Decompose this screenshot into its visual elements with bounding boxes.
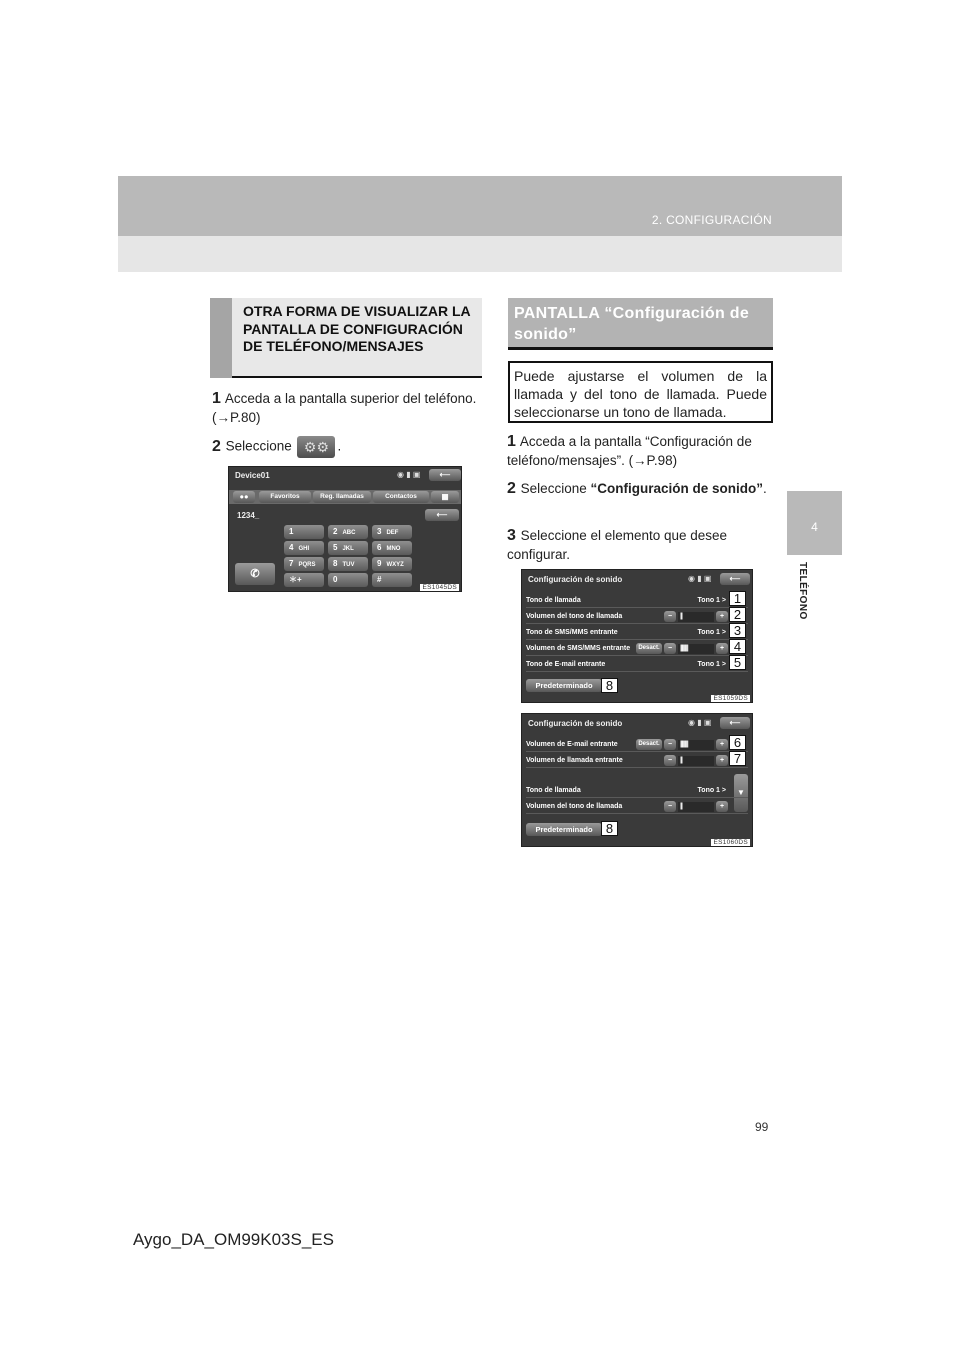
figure-code: ES1059DS	[713, 695, 748, 702]
step-text: Acceda a la pantalla superior del teléfono. (→P.80)	[212, 391, 477, 425]
left-step-2: 2 Seleccione ⚙⚙ .	[212, 436, 482, 458]
header-band	[118, 176, 842, 236]
volume-level: ||	[678, 756, 714, 766]
keypad-key[interactable]: 3 DEF	[372, 525, 412, 539]
scroll-down-button[interactable]: ▼	[734, 774, 748, 812]
settings-row-value: Tono 1 >	[697, 661, 726, 668]
keypad-key[interactable]: 0	[328, 573, 368, 587]
settings-row-label: Volumen de SMS/MMS entrante	[526, 645, 631, 652]
status-icons: ◉ ▮ ▣	[688, 718, 712, 727]
settings-row-value: Tono 1 >	[697, 629, 726, 636]
keypad-key[interactable]: 2 ABC	[328, 525, 368, 539]
back-button[interactable]: ⟵	[429, 469, 461, 481]
volume-level: ||	[678, 612, 714, 622]
keypad-key[interactable]: 4 GHI	[284, 541, 324, 555]
keypad-key[interactable]: 9 WXYZ	[372, 557, 412, 571]
figure-code: ES1045DS	[422, 584, 457, 591]
settings-row[interactable]	[526, 738, 748, 752]
settings-row-label: Tono de SMS/MMS entrante	[526, 629, 618, 636]
callout-badge: 8	[601, 678, 618, 693]
phone-keypad-screen	[228, 466, 462, 592]
header-subband	[118, 236, 842, 272]
keypad-key[interactable]: ＊+	[284, 573, 324, 587]
volume-minus-button[interactable]: −	[664, 739, 676, 750]
info-box: Puede ajustarse el volumen de la llamada y del tono de llamada. Puede seleccionarse un tono de llamada.	[508, 361, 773, 423]
callout-badge: 8	[601, 821, 618, 836]
dial-input[interactable]: 1234_	[237, 511, 260, 520]
settings-row-value: Tono 1 >	[697, 787, 726, 794]
left-heading: OTRA FORMA DE VISUALIZAR LA PANTALLA DE CONFIGURACIÓN DE TELÉFONO/MENSAJES	[243, 303, 471, 354]
back-button[interactable]: ⟵	[720, 573, 750, 585]
tab-favoritos[interactable]: Favoritos	[259, 491, 311, 503]
callout-badge: 3	[729, 623, 746, 638]
settings-row[interactable]	[526, 754, 748, 768]
keypad-key[interactable]: 1	[284, 525, 324, 539]
document-code: Aygo_DA_OM99K03S_ES	[133, 1230, 334, 1249]
tab-reg-llamadas[interactable]: Reg. llamadas	[313, 491, 371, 503]
chapter-label: TELÉFONO	[797, 562, 808, 620]
keypad-key[interactable]: 8 TUV	[328, 557, 368, 571]
step-text: Seleccione	[520, 481, 587, 496]
mute-button[interactable]: Desact.	[636, 643, 662, 654]
right-step-1	[507, 432, 773, 470]
step-number: 3	[507, 527, 516, 544]
status-icons: ◉ ▮ ▣	[688, 574, 712, 583]
settings-row-label: Volumen de E-mail entrante	[526, 741, 618, 748]
volume-plus-button[interactable]: +	[716, 801, 728, 812]
screen-title: Device01	[235, 471, 270, 480]
volume-plus-button[interactable]: +	[716, 755, 728, 766]
screen-title: Configuración de sonido	[528, 719, 623, 728]
settings-row-label: Tono de llamada	[526, 597, 581, 604]
volume-plus-button[interactable]: +	[716, 739, 728, 750]
contacts-icon[interactable]: ●●	[233, 491, 255, 503]
step-number: 1	[212, 390, 221, 407]
backspace-button[interactable]: ⟵	[425, 509, 459, 521]
default-button[interactable]: Predeterminado	[526, 679, 602, 692]
settings-row[interactable]	[526, 800, 748, 814]
callout-badge: 1	[729, 591, 746, 606]
keypad-icon[interactable]: ▦	[431, 491, 459, 503]
sound-settings-screen-1	[521, 569, 753, 703]
volume-plus-button[interactable]: +	[716, 611, 728, 622]
keypad-key[interactable]: 5 JKL	[328, 541, 368, 555]
keypad-key[interactable]: 7 PQRS	[284, 557, 324, 571]
settings-row[interactable]	[526, 642, 748, 656]
callout-badge: 4	[729, 639, 746, 654]
figure-code: ES1060DS	[713, 839, 748, 846]
chapter-number: 4	[811, 520, 818, 534]
mute-button[interactable]: Desact.	[636, 739, 662, 750]
left-step-1	[212, 389, 482, 427]
settings-row-value: Tono 1 >	[697, 597, 726, 604]
right-heading: PANTALLA “Configuración de sonido”	[514, 305, 750, 343]
volume-minus-button[interactable]: −	[664, 611, 676, 622]
settings-row-label: Tono de E-mail entrante	[526, 661, 606, 668]
keypad-key[interactable]: #	[372, 573, 412, 587]
step-text: Seleccione el elemento que desee configurar.	[507, 528, 728, 562]
back-button[interactable]: ⟵	[720, 717, 750, 729]
gear-icon: ⚙⚙	[297, 436, 335, 458]
volume-minus-button[interactable]: −	[664, 755, 676, 766]
settings-row-label: Volumen del tono de llamada	[526, 803, 623, 810]
step-number: 2	[507, 480, 516, 497]
default-button[interactable]: Predeterminado	[526, 823, 602, 836]
settings-row-label: Volumen del tono de llamada	[526, 613, 623, 620]
step-number: 2	[212, 437, 221, 455]
callout-badge: 7	[729, 751, 746, 766]
status-icons: ◉ ▮ ▣	[397, 470, 421, 479]
volume-level: ||||||||	[678, 740, 714, 750]
volume-plus-button[interactable]: +	[716, 643, 728, 654]
step-number: 1	[507, 433, 516, 450]
step-text: Acceda a la pantalla “Configuración de teléfono/mensajes”. (→P.98)	[507, 434, 752, 468]
section-title: 2. CONFIGURACIÓN	[651, 213, 772, 227]
volume-level: ||	[678, 802, 714, 812]
right-step-2: 2 Seleccione “Configuración de sonido”.	[507, 480, 767, 497]
volume-minus-button[interactable]: −	[664, 643, 676, 654]
callout-badge: 6	[729, 735, 746, 750]
screen-title: Configuración de sonido	[528, 575, 623, 584]
tab-contactos[interactable]: Contactos	[373, 491, 429, 503]
call-button[interactable]: ✆	[235, 563, 275, 585]
callout-badge: 5	[729, 655, 746, 670]
sound-settings-screen-2	[521, 713, 753, 847]
settings-row-label: Tono de llamada	[526, 787, 581, 794]
callout-badge: 2	[729, 607, 746, 622]
step-text: Seleccione	[225, 438, 292, 454]
volume-minus-button[interactable]: −	[664, 801, 676, 812]
keypad-key[interactable]: 6 MNO	[372, 541, 412, 555]
settings-row[interactable]	[526, 784, 748, 798]
settings-row[interactable]	[526, 626, 748, 640]
page-number: 99	[755, 1120, 769, 1134]
right-step-3	[507, 526, 773, 564]
settings-row[interactable]	[526, 594, 748, 608]
settings-row[interactable]	[526, 658, 748, 672]
step-bold-text: “Configuración de sonido”	[590, 481, 763, 496]
volume-level: ||||||||	[678, 644, 714, 654]
left-heading-bar	[210, 298, 232, 378]
settings-row-label: Volumen de llamada entrante	[526, 757, 623, 764]
settings-row[interactable]	[526, 610, 748, 624]
